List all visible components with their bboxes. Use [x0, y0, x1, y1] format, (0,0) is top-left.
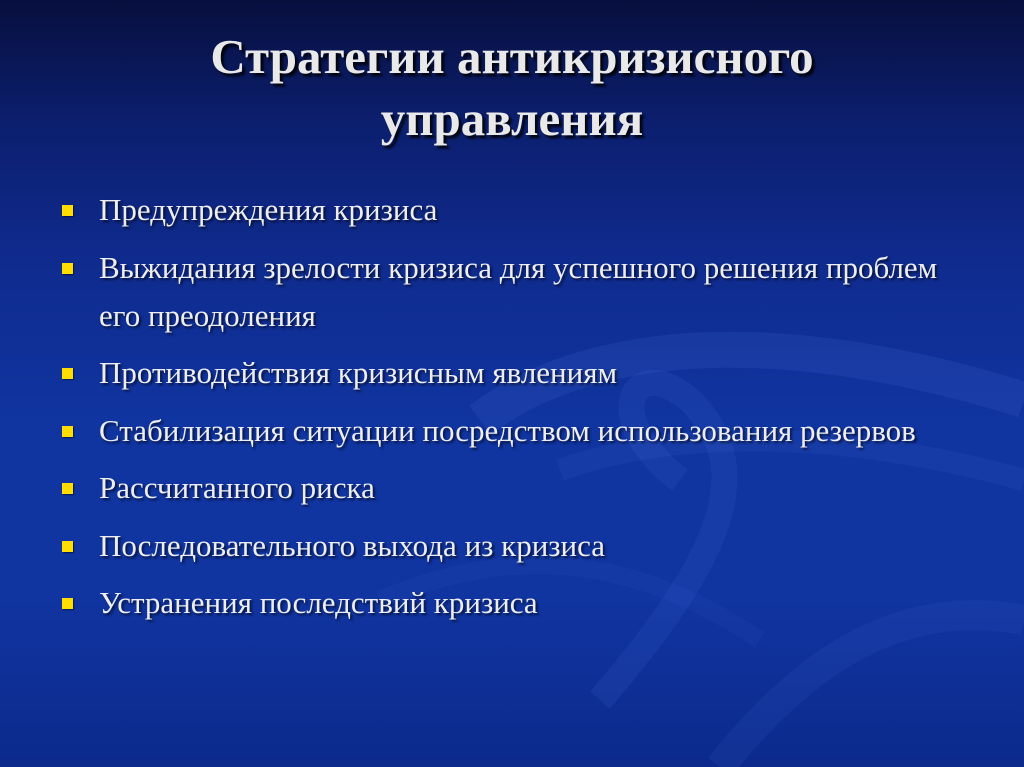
bullet-text: Предупреждения кризиса [99, 192, 438, 227]
bullet-text: Стабилизация ситуации посредством использования резервов [99, 412, 916, 448]
bullet-item-calculated-risk [60, 464, 960, 512]
square-bullet-icon [62, 263, 73, 274]
square-bullet-icon [62, 426, 73, 437]
bullet-item-sequential-exit [60, 522, 960, 570]
bullet-text: Последовательного выхода из кризиса [99, 527, 606, 563]
bullet-item-stabilization [60, 407, 960, 455]
bullet-text: Устранения последствий кризиса [99, 585, 538, 620]
bullet-text: Противодействия кризисным явлениям [99, 355, 618, 390]
bullet-item-counteraction [60, 349, 960, 397]
square-bullet-icon [62, 541, 73, 552]
bullet-item-waiting [60, 244, 960, 340]
bullet-list [60, 186, 960, 637]
square-bullet-icon [62, 205, 73, 216]
square-bullet-icon [62, 483, 73, 494]
slide-title-line-1: Стратегии антикризисного [210, 29, 814, 84]
square-bullet-icon [62, 368, 73, 379]
bullet-text: Рассчитанного риска [99, 470, 375, 505]
slide-title-line-2: управления [380, 91, 644, 146]
bullet-text: Выжидания зрелости кризиса для успешного решения проблем его преодоления [99, 249, 938, 333]
square-bullet-icon [62, 598, 73, 609]
bullet-item-elimination [60, 579, 960, 627]
bullet-item-prevention [60, 186, 960, 234]
slide-title [112, 26, 912, 150]
